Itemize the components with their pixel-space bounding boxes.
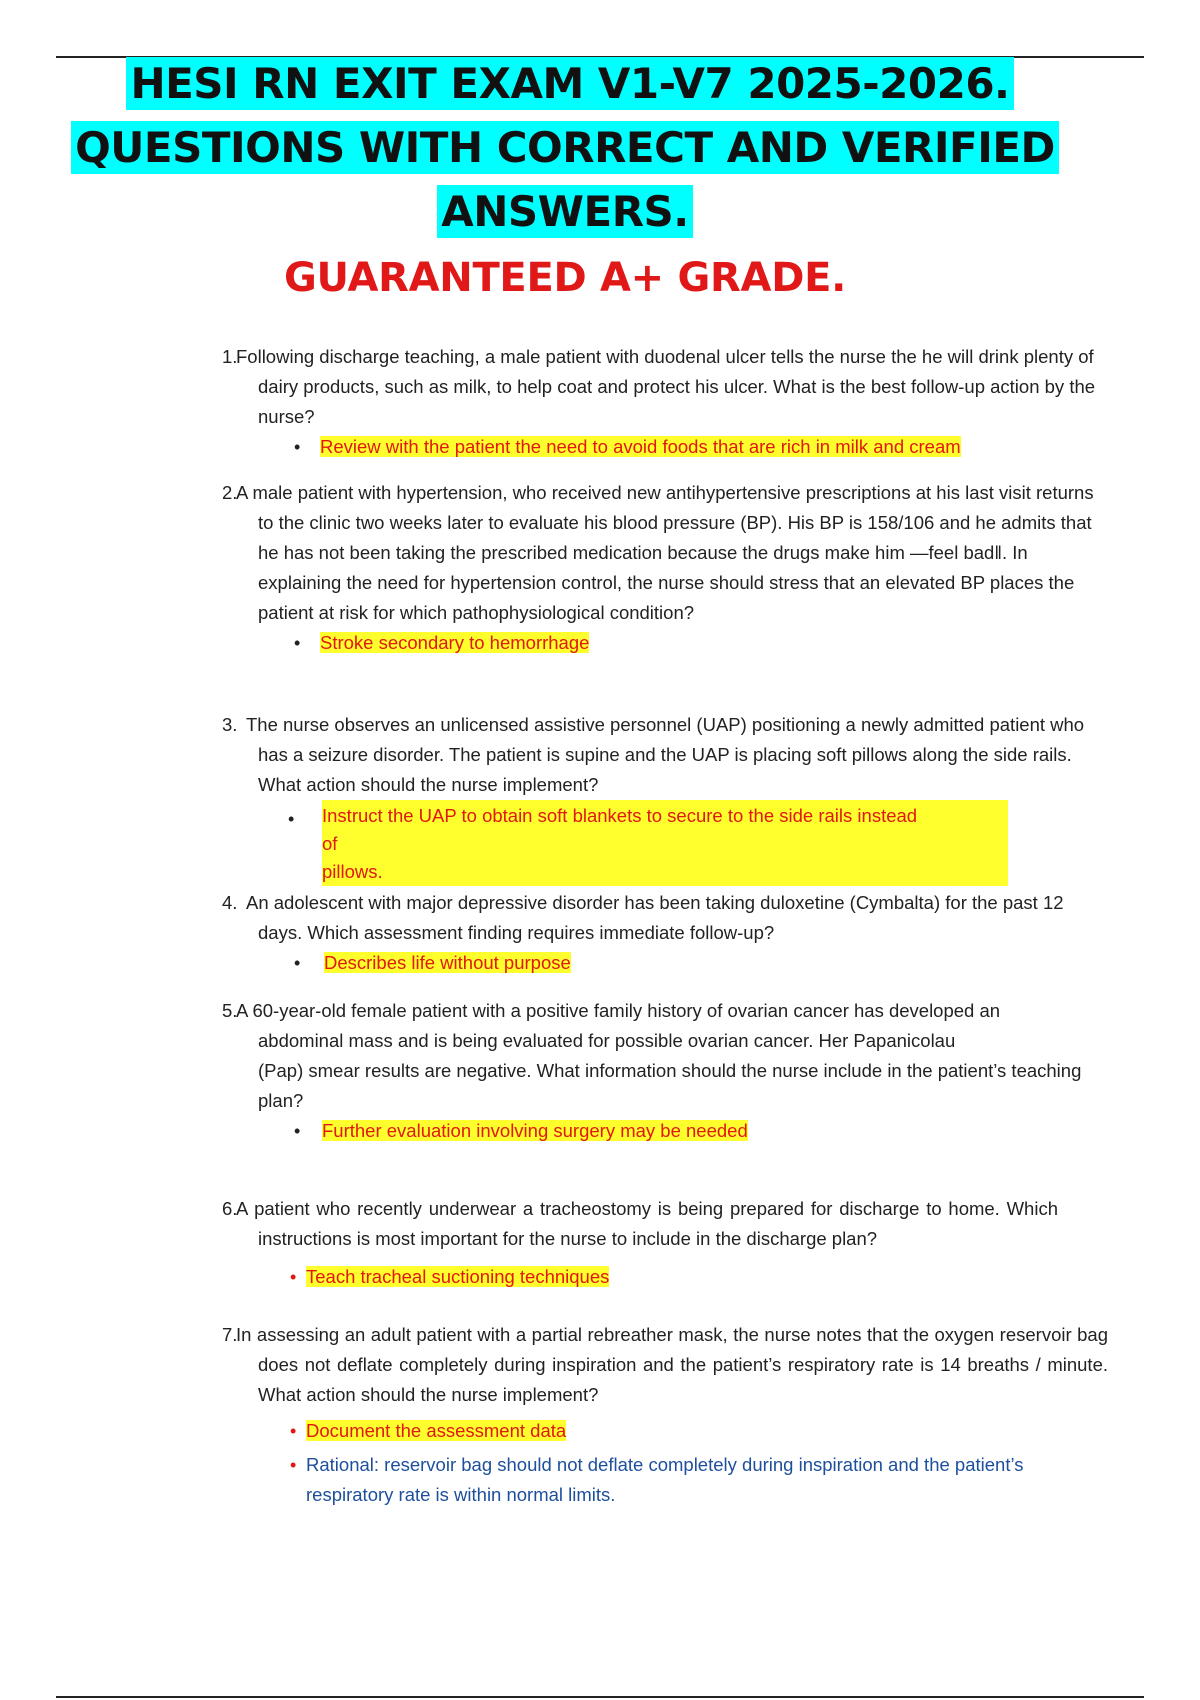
question-7-text: 7.In assessing an adult patient with a partial rebreather mask, the nurse notes that the oxygen reservoir bag does not deflate completely during inspiration and the patient’s respiratory rate is 14 breaths / minute. What action should the nurse implement? [222,1324,1108,1405]
question-1 [222,342,1112,462]
question-6-text: 6.A patient who recently underwear a tracheostomy is being prepared for discharge to home. Which instructions is most important for the nurse to include in the discharge plan? [222,1198,1058,1249]
bullet-icon: • [290,1267,297,1287]
guarantee-heading: GUARANTEED A+ GRADE. [283,255,847,301]
question-4 [222,888,1112,978]
bullet-icon: • [290,1421,297,1441]
title-line-1: HESI RN EXIT EXAM V1-V7 2025-2026. [126,57,1013,110]
bullet-icon: • [288,809,295,829]
question-3-text: 3. The nurse observes an unlicensed assistive personnel (UAP) positioning a newly admitted patient who has a seizure disorder. The patient is supine and the UAP is placing soft pillows along the side rails. What action should the nurse implement? [222,714,1085,795]
bottom-rule [56,1696,1144,1698]
title-line-3: ANSWERS. [437,185,692,238]
question-6 [222,1194,1112,1292]
question-2 [222,478,1112,658]
bullet-icon: • [294,953,301,973]
question-7-answer: • Document the assessment data [290,1416,1112,1446]
bullet-icon: • [294,1121,301,1141]
question-3 [222,710,1112,887]
question-7 [222,1320,1112,1510]
bullet-icon: • [290,1455,297,1475]
bullet-icon: • [294,633,301,653]
question-4-answer: • Describes life without purpose [294,948,1112,978]
question-2-text: 2.A male patient with hypertension, who received new antihypertensive prescriptions at his last visit returns to the clinic two weeks later to evaluate his blood pressure (BP). His BP is 158/106 and he admits that he has not been taking the prescribed medication because the drugs make him ―feel bad‖. In explaining the need for hypertension control, the nurse should stress that an elevated BP places the patient at risk for which pathophysiological condition? [222,482,1094,623]
title-line-2: QUESTIONS WITH CORRECT AND VERIFIED [71,121,1059,174]
question-1-text: 1.Following discharge teaching, a male patient with duodenal ulcer tells the nurse the he will drink plenty of dairy products, such as milk, to help coat and protect his ulcer. What is the best follow-up action by the nurse? [222,346,1096,427]
question-5 [222,996,1112,1146]
question-4-text: 4. An adolescent with major depressive disorder has been taking duloxetine (Cymbalta) for the past 12 days. Which assessment finding requires immediate follow-up? [222,892,1064,943]
question-5-answer: • Further evaluation involving surgery may be needed [294,1116,1112,1146]
question-1-answer: • Review with the patient the need to avoid foods that are rich in milk and cream [294,432,1112,462]
question-3-answer: • Instruct the UAP to obtain soft blankets to secure to the side rails instead of pillows. [288,800,1112,887]
question-6-answer: • Teach tracheal suctioning techniques [290,1262,1112,1292]
question-7-rational: • Rational: reservoir bag should not deflate completely during inspiration and the patient’s respiratory rate is within normal limits. [290,1450,1026,1510]
question-2-answer: • Stroke secondary to hemorrhage [294,628,1112,658]
bullet-icon: • [294,437,301,457]
document-title [0,52,1130,310]
question-5-text: 5.A 60-year-old female patient with a positive family history of ovarian cancer has developed an abdominal mass and is being evaluated for possible ovarian cancer. Her Papanicolau (Pap) smear results are negative. What information should the nurse include in the patient’s teaching plan? [222,1000,1082,1111]
